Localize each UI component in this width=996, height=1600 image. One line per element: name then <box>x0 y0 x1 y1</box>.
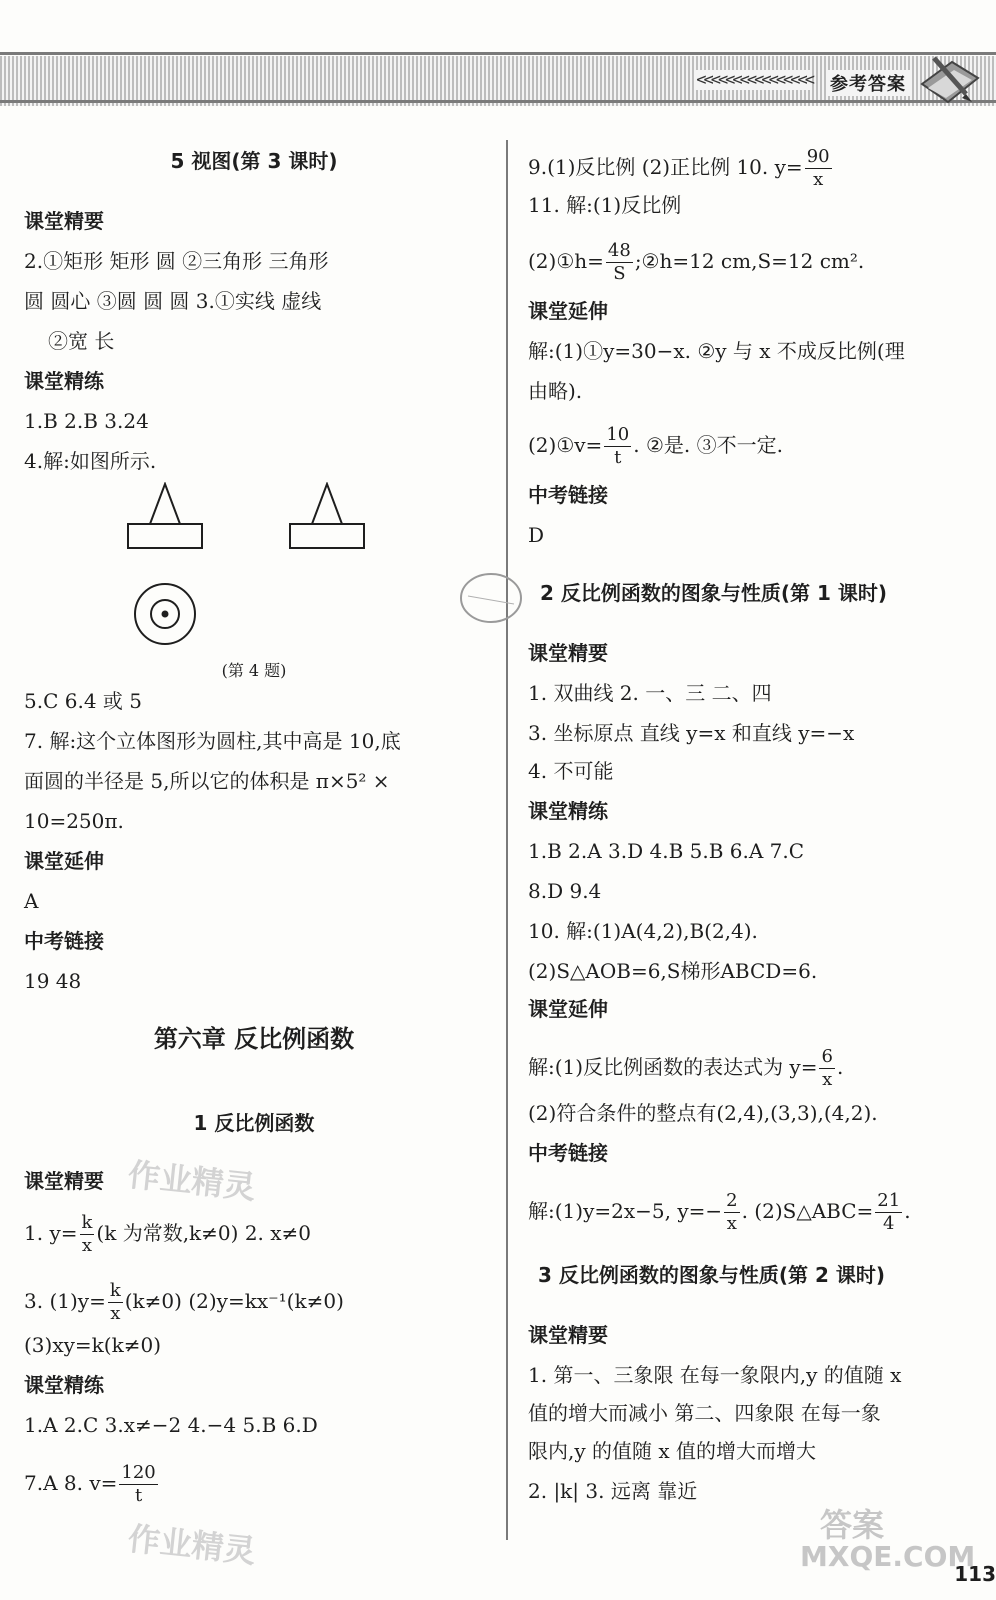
watermark: MXQE.COM <box>800 1540 976 1573</box>
answer-line: (2)S△AOB=6,S梯形ABCD=6. <box>528 959 818 983</box>
heading-ketang-yanshen: 课堂延伸 <box>528 997 608 1021</box>
heading-ketang-jinglian: 课堂精练 <box>24 1373 104 1397</box>
answer-line: 4. 不可能 <box>528 759 614 783</box>
fraction: $\frac{k}{x}$ <box>81 1212 93 1256</box>
three-view-figure <box>120 482 380 658</box>
heading-ketang-yanshen: 课堂延伸 <box>24 849 104 873</box>
heading-ketang-jingyao: 课堂精要 <box>528 641 608 665</box>
answer-line: (2)①v= $\frac{10}{t}$ . ②是. ③不一定. <box>528 424 783 468</box>
heading-ketang-yanshen: 课堂延伸 <box>528 299 608 323</box>
answer-line: 3. (1)y= $\frac{k}{x}$ (k≠0) (2)y=kx⁻¹(k≠0) <box>24 1280 344 1324</box>
fraction: $\frac{48}{S}$ <box>607 240 631 284</box>
answer-line: 11. 解:(1)反比例 <box>528 193 682 217</box>
answer-line: D <box>528 523 545 547</box>
answer-line: 7. 解:这个立体图形为圆柱,其中高是 10,底 <box>24 729 401 753</box>
watermark: 作业精灵 <box>126 1155 258 1207</box>
answer-line: 9.(1)反比例 (2)正比例 10. y= $\frac{90}{x}$ <box>528 146 830 190</box>
fraction: $\frac{21}{4}$ <box>877 1190 901 1234</box>
section-title: 5 视图(第 3 课时) <box>170 149 338 173</box>
stamp-seal <box>458 570 524 626</box>
section-title: 2 反比例函数的图象与性质(第 1 课时) <box>540 581 888 605</box>
answer-line: 1. 第一、三象限 在每一象限内,y 的值随 x <box>528 1363 902 1387</box>
watermark: 作业精灵 <box>126 1519 258 1571</box>
answer-line: 2. |k| 3. 远离 靠近 <box>528 1479 698 1503</box>
answer-line: (2)①h= $\frac{48}{S}$ ;②h=12 cm,S=12 cm². <box>528 240 865 284</box>
answer-line: 解:(1)①y=30−x. ②y 与 x 不成反比例(理 <box>528 339 905 363</box>
answer-line: 8.D 9.4 <box>528 879 602 903</box>
header-chevrons: <<<<<<<<<<<<<<<< <box>696 70 812 90</box>
answer-line: 2.①矩形 矩形 圆 ②三角形 三角形 <box>24 249 329 273</box>
heading-zhongkao-lianjie: 中考链接 <box>528 1141 608 1165</box>
heading-ketang-jingyao: 课堂精要 <box>24 1169 104 1193</box>
fraction: $\frac{90}{x}$ <box>806 146 830 190</box>
answer-line: A <box>24 889 39 913</box>
answer-line: 限内,y 的值随 x 值的增大而增大 <box>528 1439 817 1463</box>
answer-line: 19 48 <box>24 969 82 993</box>
answer-line: 圆 圆心 ③圆 圆 圆 3.①实线 虚线 <box>24 289 322 313</box>
section-title: 3 反比例函数的图象与性质(第 2 课时) <box>538 1263 886 1287</box>
page-number: 113 <box>954 1562 996 1586</box>
header-label: 参考答案 <box>826 70 910 96</box>
heading-ketang-jingyao: 课堂精要 <box>528 1323 608 1347</box>
answer-line: 1.B 2.A 3.D 4.B 5.B 6.A 7.C <box>528 839 805 863</box>
heading-ketang-jinglian: 课堂精练 <box>528 799 608 823</box>
pencil-book-icon <box>914 44 984 114</box>
fraction: $\frac{2}{x}$ <box>726 1190 738 1234</box>
answer-line: 1.B 2.B 3.24 <box>24 409 149 433</box>
answer-line: 7.A 8. v= $\frac{120}{t}$ <box>24 1462 156 1506</box>
answer-line: 1. 双曲线 2. 一、三 二、四 <box>528 681 772 705</box>
answer-line: 10. 解:(1)A(4,2),B(2,4). <box>528 919 758 943</box>
answer-line: (3)xy=k(k≠0) <box>24 1333 161 1357</box>
fraction: $\frac{k}{x}$ <box>109 1280 121 1324</box>
answer-line: 4.解:如图所示. <box>24 449 157 473</box>
heading-zhongkao-lianjie: 中考链接 <box>528 483 608 507</box>
column-divider <box>506 140 508 1540</box>
answer-line: 解:(1)反比例函数的表达式为 y= $\frac{6}{x}$ . <box>528 1046 844 1090</box>
watermark: 答案 <box>820 1506 885 1544</box>
answer-line: 1. y= $\frac{k}{x}$ (k 为常数,k≠0) 2. x≠0 <box>24 1212 312 1256</box>
answer-line: 值的增大而减小 第二、四象限 在每一象 <box>528 1401 881 1425</box>
answer-line: 由略). <box>528 379 583 403</box>
answer-line: 1.A 2.C 3.x≠−2 4.−4 5.B 6.D <box>24 1413 318 1437</box>
section-title: 1 反比例函数 <box>193 1111 315 1135</box>
fraction: $\frac{10}{t}$ <box>606 424 630 468</box>
heading-ketang-jingyao: 课堂精要 <box>24 209 104 233</box>
answer-line: 3. 坐标原点 直线 y=x 和直线 y=−x <box>528 721 855 745</box>
chapter-title: 第六章 反比例函数 <box>153 1025 355 1053</box>
fraction: $\frac{6}{x}$ <box>821 1046 833 1090</box>
heading-zhongkao-lianjie: 中考链接 <box>24 929 104 953</box>
answer-line: 面圆的半径是 5,所以它的体积是 π×5² × <box>24 769 390 793</box>
figure-caption: (第 4 题) <box>221 661 287 680</box>
heading-ketang-jinglian: 课堂精练 <box>24 369 104 393</box>
answer-line: 5.C 6.4 或 5 <box>24 689 142 713</box>
answer-line: ②宽 长 <box>48 329 115 353</box>
answer-line: 10=250π. <box>24 809 124 833</box>
answer-line: 解:(1)y=2x−5, y=− $\frac{2}{x}$ . (2)S△ABC= $\frac{21}{4}$ . <box>528 1190 911 1234</box>
fraction: $\frac{120}{t}$ <box>121 1462 156 1506</box>
answer-line: (2)符合条件的整点有(2,4),(3,3),(4,2). <box>528 1101 878 1125</box>
